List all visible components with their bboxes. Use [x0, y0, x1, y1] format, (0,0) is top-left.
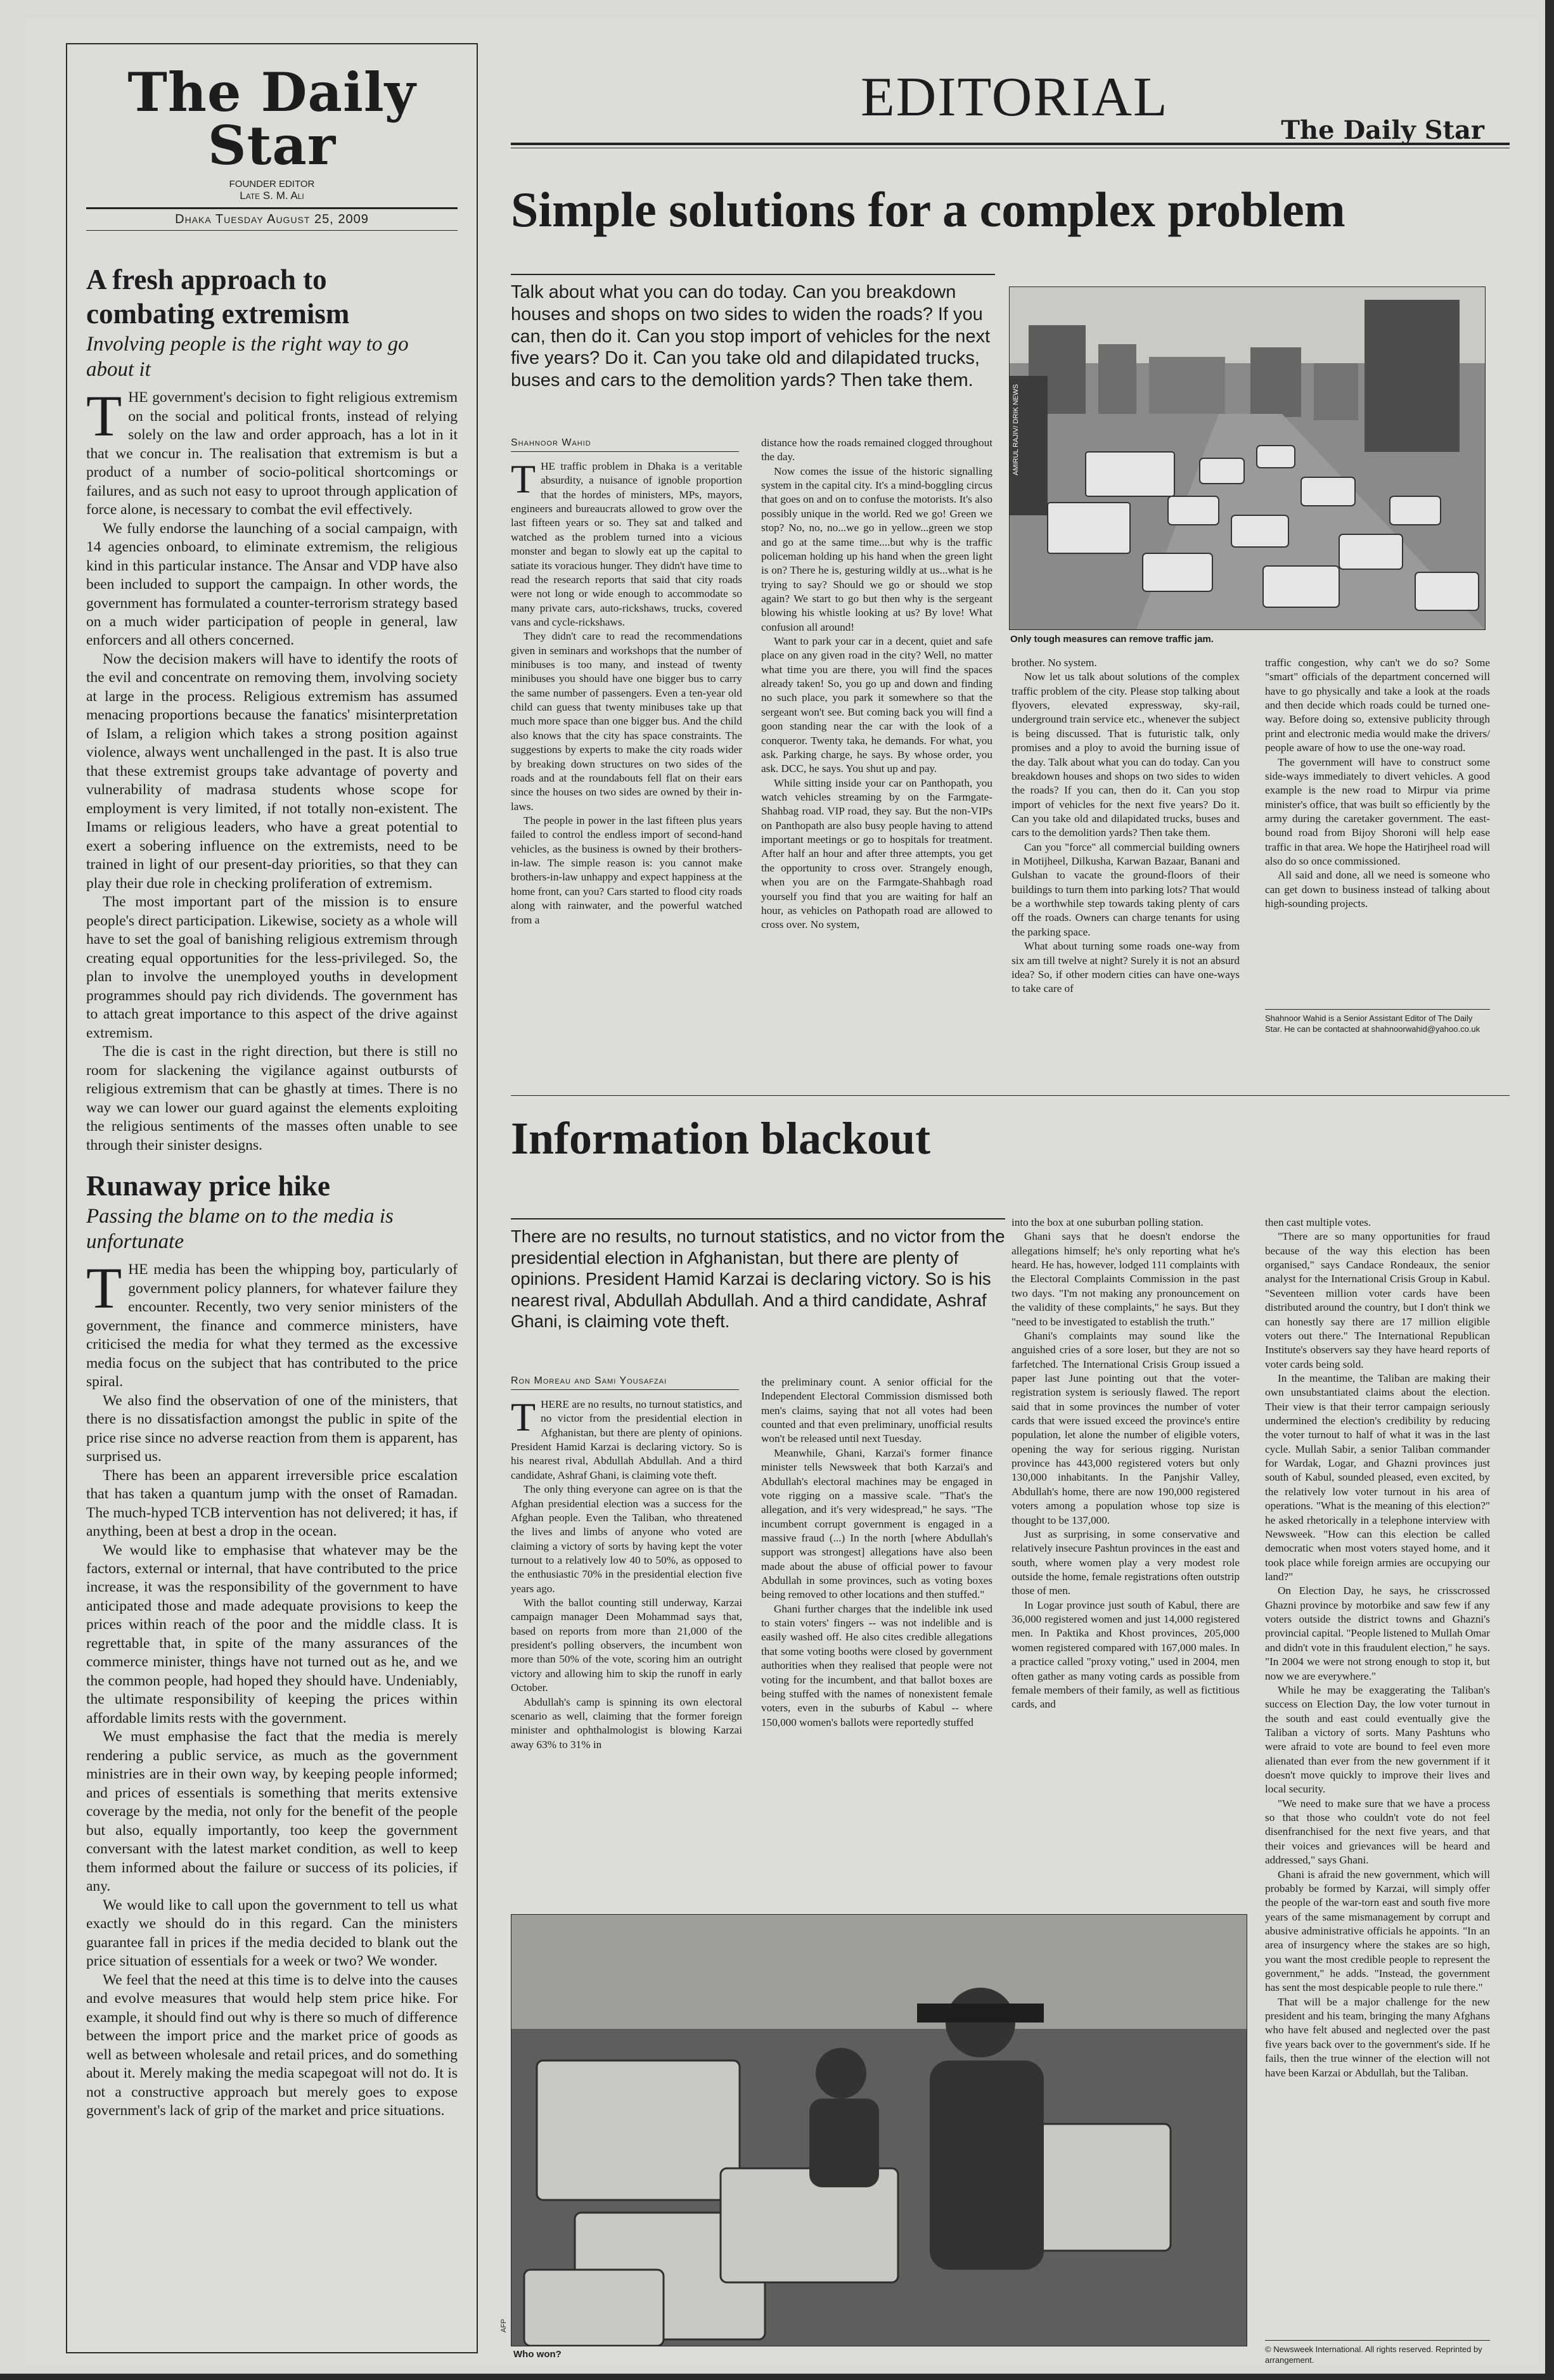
- article2-column-3: [1011, 1216, 1240, 1898]
- paragraph: THERE are no results, no turnout statistics, and no victor from the presidential election in Afghanistan, but there are plenty of opinions. President Hamid Karzai is declaring victory. So is his nearest rival, Abdullah Abdullah. And a third candidate, Ashraf Ghani, is claiming vote theft.: [511, 1398, 742, 1481]
- editorial1-headline: A fresh approach to combating extremism: [86, 264, 350, 330]
- paragraph: In the meantime, the Taliban are making their own unsubstantiated claims about the election. Their view is that their terror campaign seriously undermined the election's credibility by reducing the voter turnout to half of what it was in the last cycle. Mullah Sabir, a senior Taliban commander for Wardak, Logar, and Ghazni provinces just south of Kabul, sounded pleased, even excited, by the relatively low voter turnout in his area of operations. "What is the meaning of this election?" he asked rhetorically in a telephone interview with Newsweek. "How can this election be called democratic when most voters stayed home, and it took place while foreign armies are occupying our land?": [1265, 1372, 1490, 1583]
- paragraph: "We need to make sure that we have a process so that those who couldn't vote do not feel disenfranchised for the next five years, and that their voices and grievances will be heard and addressed," says Ghani.: [1265, 1797, 1490, 1867]
- editorial2-subhead: Passing the blame on to the media is unfortunate: [86, 1205, 394, 1253]
- article2-column-2: [761, 1375, 992, 1898]
- paragraph: THE government's decision to fight religious extremism on the social and political fronts, instead of relying solely on the law and order approach, has a lot in it that we concur in. The realisation that extremism is but a product of a number of socio-political shortcomings or failures, and as such not easy to uproot through application of force alone, is necessary to combat the evil effectively.: [86, 383, 458, 518]
- ballot-photo: [511, 1914, 1247, 2346]
- article2-headline: Information blackout: [511, 1113, 931, 1164]
- article1-intro: Talk about what you can do today. Can you breakdown houses and shops on two sides to widen the roads? If you can, then do it. Can you stop import of vehicles for the next five years? Do it. Can you take old and dilapidated trucks, buses and cars to the demolition yards? Then take them.: [511, 274, 995, 392]
- paragraph: Can you "force" all commercial building owners in Motijheel, Dilkusha, Karwan Bazaar, Banani and Gulshan to vacate the ground-floors of their buildings to turn them into parking lots? That would be a worthwhile step towards taking plenty of cars off the roads. Owners can charge tenants for using the parking space.: [1011, 840, 1240, 938]
- dateline: Dhaka Tuesday August 25, 2009: [86, 207, 458, 231]
- paragraph: then cast multiple votes.: [1265, 1216, 1371, 1228]
- paragraph: We would like to call upon the government to tell us what exactly we should do in this regard. Can the ministers guarantee fall in prices if the media decided to blank out the price situation of essentials for a week or two? We wonder.: [86, 1896, 458, 1970]
- paragraph: traffic congestion, why can't we do so? Some "smart" officials of the department concerned will have to go physically and take a look at the roads and then decide which roads could be turned one-way. Before doing so, extensive publicity through print and electronic media would make the drivers/ people aware of how to use the one-way road.: [1265, 657, 1490, 754]
- paragraph: The only thing everyone can agree on is that the Afghan presidential election was a success for the Afghan people. Even the Taliban, who threatened the lives and limbs of anyone who voted are claiming a victory of sorts by having kept the voter turnout to a relatively low 40 to 50%, as opposed to the enthusiastic 70% in the presidential election five years ago.: [511, 1483, 742, 1595]
- paragraph: The people in power in the last fifteen plus years failed to control the endless import of second-hand vehicles, as the business is owned by their brothers-in-law. The simple reason is: you cannot make brothers-in-law unhappy and expect happiness at the home front, can you? Cars started to flood city roads along with rainwater, and the powerful watched from a: [511, 814, 742, 926]
- paragraph: We also find the observation of one of the ministers, that there is no dissatisfaction amongst the public in spite of the price rise since no adverse reaction from them is apparent, has surprised us.: [86, 1392, 458, 1465]
- copyright-note: © Newsweek International. All rights reserved. Reprinted by arrangement.: [1265, 2340, 1490, 2366]
- paragraph: All said and done, all we need is someone who can get down to business instead of talking about high-sounding projects.: [1265, 869, 1490, 910]
- traffic-jam-image: [1010, 287, 1485, 629]
- paragraph: The government will have to construct some side-ways immediately to divert vehicles. A good example is the new road to Mirpur via prime minister's office, that was built so efficiently by the army during the caretaker government. The east-bound road from Bijoy Shoroni will help ease traffic in that area. We hope the Hatirjheel road will also do so once commissioned.: [1265, 756, 1490, 868]
- paragraph: What about turning some roads one-way from six am till twelve at night? Surely it is not an absurd idea? So, if other modern cities can have one-ways to take care of: [1011, 940, 1240, 995]
- left-editorial-column: [66, 43, 478, 2353]
- paragraph: On Election Day, he says, he crisscrossed Ghazni province by motorbike and saw few if any voters outside the district towns and Ghazni's provincial capital. "People listened to Mullah Omar and didn't vote in this fraudulent election," he says. "In 2004 we were not strong enough to stop it, but now we are everywhere.": [1265, 1585, 1490, 1682]
- paragraph: They didn't care to read the recommendations given in seminars and workshops that the number of minibuses is too many, and instead of twenty minibuses you should have one bigger bus to carry the same number of passengers. Even a ten-year old child can guess that twenty minibuses take up that much more space than one bigger bus. And the child also knows that the city has space constraints. The suggestions by experts to make the city roads wider by breaking down structures on two sides of the roads and at the roundabouts fell flat on their ears since the houses on two sides are owned by their in-laws.: [511, 630, 742, 813]
- article1-column-1: [511, 460, 742, 1062]
- paragraph: Now let us talk about solutions of the complex traffic problem of the city. Please stop talking about flyovers, elevated expressway, sky-rail, underground train service etc., whenever the subject is being discussed. That is futuristic talk, only promises and a ploy to avoid the burning issue of the day. Talk about what you can do today. Can you breakdown houses and shops on two sides to widen the roads? If you can, then do it. Can you stop import of vehicles for the next five years? Do it. Can you take old and dilapidated trucks, buses and cars to the demolition yards? Then take them.: [1011, 671, 1240, 839]
- article1-headline: Simple solutions for a complex problem: [511, 182, 1345, 237]
- page-edge-right: [1545, 0, 1554, 2380]
- editorial1-body: [86, 383, 458, 1155]
- paragraph: Want to park your car in a decent, quiet and safe place on any given road in the city? Well, no matter what time you are there, you will find the spaces already taken! So, you go up and down and finding no such place, you park it somewhere so that the sergeant won't see. But coming back you will find a goon standing near the car with the look of a conqueror. Twenty taka, he demands. For what, you ask. Parking charge, he says. By whose order, you ask. DCC, he says. You shut up and pay.: [761, 635, 992, 775]
- paragraph: With the ballot counting still underway, Karzai campaign manager Deen Mohammad says that, based on reports from more than 21,000 of the president's polling observers, the incumbent won more than 50% of the vote, scoring him an outright victory and allowing him to skip the runoff in early October.: [511, 1597, 742, 1694]
- paragraph: We feel that the need at this time is to delve into the causes and evolve measures that would help stem price hike. For example, it should find out why is there so much of difference between the import price and the market price of goods as well as between wholesale and retail prices, and do something about it. Merely making the media scapegoat will not do. It is not a constructive approach but merely goes to expose government's lack of grip of the market and price situations.: [86, 1971, 458, 2119]
- paragraph: Ghani's complaints may sound like the anguished cries of a sore loser, but they are not so farfetched. The International Crisis Group issued a paper last June pointing out that the voter-registration system is seriously flawed. The report said that in some provinces the number of voter cards that were issued exceed the province's entire population, let alone the number of eligible voters, opening the way for serious rigging. Nuristan province has 443,000 registered voters but only 130,000 inhabitants. In the Panjshir Valley, Abdullah's home, there are now 190,000 registered voters among a population whose top size is thought to be 137,000.: [1011, 1329, 1240, 1526]
- ballot-photo-credit: AFP: [500, 2319, 508, 2332]
- paragraph: While he may be exaggerating the Taliban's success on Election Day, the low voter turnout in the south and east could eventually give the Taliban a victory of sorts. Many Pashtuns who were afraid to vote are bound to feel even more alienated than ever from the new government if it doesn't move quickly to improve their lives and local security.: [1265, 1683, 1490, 1796]
- paragraph: into the box at one suburban polling station.: [1011, 1216, 1204, 1228]
- dropcap: T: [86, 383, 122, 449]
- article1-column-4: [1265, 656, 1490, 1001]
- dropcap: T: [86, 1256, 122, 1321]
- article2-column-4: [1265, 1216, 1490, 2331]
- paragraph: THE traffic problem in Dhaka is a veritable absurdity, a nuisance of ignoble proportion that the hordes of ministers, MPs, mayors, engineers and bureaucrats allowed to grow over the last fifteen years or so. They sat and talked and watched as the problem turned into a vicious monster and began to slowly eat up the capital to satiate its voracious hunger. They didn't have time to read the research reports that said that city roads were not long or wide enough to accommodate so many private cars, auto-rickshaws, trucks, covered vans and cycle-rickshaws.: [511, 460, 742, 628]
- paragraph: While sitting inside your car on Panthopath, you watch vehicles streaming by on the Farmgate-Shahbag road. VIP road, they say. But the non-VIPs on Panthopath are also busy people having to attend important meetings or go to hospitals for treatment. After half an hour and after three attempts, you get the opportunity to cross over. Strangely enough, when you are on the Farmgate-Shahbagh road yourself you find that you are waiting for half an hour, as vehicles on Pathopath road are allowed to cross over. No system,: [761, 776, 992, 931]
- editorial-page-main: [500, 38, 1510, 2365]
- dropcap: T: [511, 1398, 536, 1439]
- paragraph: Ghani says that he doesn't endorse the allegations himself; he's only reporting what he's heard. He has, however, lodged 111 complaints with the Electoral Complaints Commission in the past two days. "I'm not making any pronouncement on the validity of these complaints," he says. But they "need to be investigated to establish the truth.": [1011, 1230, 1240, 1328]
- section-label: EDITORIAL: [861, 67, 1169, 128]
- paragraph: Ghani is afraid the new government, which will probably be formed by Karzai, will simply offer the people of the war-torn east and south five more years of the same mismanagement by corrupt and abusive administrative officials he appoints. "In an area of insurgency where the stakes are so high, you want the most credible people to represent the government," he adds. "Instead, the government has sent the most despicable people to rule there.": [1265, 1868, 1490, 1994]
- mini-masthead: The Daily Star: [1281, 115, 1484, 145]
- page-edge-bottom: [0, 2374, 1554, 2380]
- article1-byline: Shahnoor Wahid: [511, 437, 739, 452]
- editorial2-body: [86, 1256, 458, 2120]
- paragraph: Abdullah's camp is spinning its own electoral scenario as well, claiming that the former foreign minister and ophthalmologist is blowing Karzai away 63% to 31% in: [511, 1695, 742, 1751]
- paragraph: We would like to emphasise that whatever may be the factors, external or internal, that have contributed to the price increase, it was the responsibility of the government to have anticipated those and made adequate provisions to keep the prices within reach of the poor and the middle class. It is regrettable that, in spite of the many assurances of the commerce minister, things have not turned out as he, and we the common people, had hoped they should have. Undeniably, the ultimate responsibility of keeping the prices within affordable limits rests with the government.: [86, 1541, 458, 1727]
- traffic-photo-caption: Only tough measures can remove traffic jam.: [1010, 634, 1214, 645]
- ballot-photo-caption: Who won?: [513, 2349, 562, 2360]
- traffic-photo-credit: [1011, 463, 1020, 475]
- paragraph: the preliminary count. A senior official for the Independent Electoral Commission dismissed both men's claims, saying that not all votes had been counted and that even preliminary, unofficial results won't be released until next Tuesday.: [761, 1376, 992, 1445]
- paragraph: Now the decision makers will have to identify the roots of the evil and concentrate on removing them, involving society at large in the process. Religious extremism has assumed menacing proportions because the fanatics' misinterpretation of Islam, a religion which takes a strong position against violence, always went unchallenged in the past. It is also true that these extremist groups take advantage of poverty and vulnerability of madrasa students whose scope for employment is very limited, if not totally non-existent. The Imams or religious leaders, who have a great potential to exert a sobering influence on the extremists, need to be trained in light of our present-day priorities, so that they can play their due role in checking proliferation of extremism.: [86, 650, 458, 892]
- paragraph: The die is cast in the right direction, but there is still no room for slackening the vigilance against outbursts of religious extremism that can be ghastly at times. There is no way we can lower our guard against the elements exploiting the religious sentiments of the masses often unable to see through their sinister designs.: [86, 1043, 458, 1154]
- paragraph: "There are so many opportunities for fraud because of the way this election has been organised," says Candace Rondeaux, the senior analyst for the International Crisis Group in Kabul. "Seventeen million voter cards have been distributed around the country, but I don't think we can honestly say there are 17 million eligible voters out there." The International Republican Institute's observers say they have heard reports of voter cards being sold.: [1265, 1230, 1490, 1370]
- paragraph: That will be a major challenge for the new president and his team, bringing the many Afghans who have felt abused and neglected over the past five years back over to the government's side. If he fails, then the true winner of the election will not have been Karzai or Abdullah, but the Taliban.: [1265, 1995, 1490, 2079]
- traffic-photo: [1009, 286, 1486, 630]
- masthead-title: The Daily Star: [127, 61, 416, 177]
- editorial2-headline: Runaway price hike: [86, 1170, 331, 1202]
- paragraph: distance how the roads remained clogged throughout the day.: [761, 437, 992, 463]
- article1-column-2: [761, 436, 992, 1062]
- paragraph: Meanwhile, Ghani, Karzai's former finance minister tells Newsweek that both Karzai's and Abdullah's electoral machines may be engaged in vote rigging on a massive scale. "That's the allegation, and it's very widespread," he says. "The incumbent corrupt government is engaged in a massive fraud (...) In the north [where Abdullah's support was strongest] allegations have also been made about the abuse of official power to favour Abdullah in some provinces, such as voting boxes being removed to other locations and then stuffed.": [761, 1446, 992, 1601]
- article2-column-1: [511, 1398, 742, 1898]
- editorial1-subhead: Involving people is the right way to go about it: [86, 333, 409, 381]
- paragraph: The most important part of the mission is to ensure people's direct participation. Likewise, society as a whole will have to set the goal of banishing religious extremism through creating equal opportunities for the less-privileged. So, the plan to involve the unemployed youths in development programmes should pay rich dividends. The government has to attach great importance to this aspect of the drive against extremism.: [86, 894, 458, 1041]
- paragraph: There has been an apparent irreversible price escalation that has taken a quantum jump with the onset of Ramadan. The much-hyped TCB intervention has not delivered; it has, if anything, been at best a drop in the ocean.: [86, 1467, 458, 1540]
- paragraph: We fully endorse the launching of a social campaign, with 14 agencies onboard, to eliminate extremism, the religious kind in this particular instance. The Ansar and VDP have also been included to support the campaign. In other words, the government has formulated a counter-terrorism strategy based on a much wider participation of people in general, law enforcers and all others concerned.: [86, 520, 458, 649]
- article1-column-3: [1011, 656, 1240, 1062]
- paragraph: In Logar province just south of Kabul, there are 36,000 registered women and just 14,000 registered men. In Paktika and Khost provinces, 205,000 women registered compared with 167,000 males. In a practice called "proxy voting," used in 2004, men often gather as many voting cards as possible from female members of their family, as well as fictitious cards, and: [1011, 1598, 1240, 1711]
- paragraph: Now comes the issue of the historic signalling system in the capital city. It's a mind-boggling circus that goes on and on to confuse the motorists. It's also possibly unique in the world. Red we go! Green we stop? No, no, no...we go in yellow...green we stop and go at the same time....but why is the traffic policeman holding up his hand when the green light is on? There he is, gesturing wildly at us...what is he trying to say? Should we go or should we stop again? We start to go but then why is the sergeant blowing his whistle looking at us? By love! What confusion all around!: [761, 465, 992, 633]
- dropcap: T: [511, 460, 536, 501]
- paragraph: THE media has been the whipping boy, particularly of government policy planners, for whatever failure they encounter. Recently, two very senior ministers of the government, the finance and commerce ministers, have criticised the media for what they termed as the excessive media focus on the subject that has contributed to the price spiral.: [86, 1256, 458, 1391]
- paragraph: We must emphasise the fact that the media is merely rendering a public service, as much as the government ministries are in their own way, by keeping people informed; and prices of essentials is something that merits extensive coverage by the media, not only for the benefit of the people but also, equally importantly, too keep the government conversant with the latest market condition, as well to keep them informed about the failure or success of its policies, if any.: [86, 1728, 458, 1895]
- founder-label: FOUNDER EDITOR: [229, 179, 315, 190]
- article2-byline: Ron Moreau and Sami Yousafzai: [511, 1375, 739, 1390]
- article2-intro: There are no results, no turnout statistics, and no victor from the presidential election in Afghanistan, but there are plenty of opinions. President Hamid Karzai is declaring victory. So is his nearest rival, Abdullah Abdullah. And a third candidate, Ashraf Ghani, is claiming vote theft.: [511, 1218, 1005, 1332]
- paragraph: Just as surprising, in some conservative and relatively insecure Pashtun provinces in the east and south, where women play a very modest role outside the home, female registrations often outstrip those of men.: [1011, 1528, 1240, 1597]
- founder-name: Late S. M. Ali: [240, 190, 304, 202]
- author-note: Shahnoor Wahid is a Senior Assistant Editor of The Daily Star. He can be contacted at shahnoorwahid@yahoo.co.uk: [1265, 1009, 1490, 1035]
- article-divider: [511, 1095, 1510, 1096]
- paragraph: brother. No system.: [1011, 657, 1097, 669]
- ballot-boxes-image: [511, 1915, 1247, 2346]
- paragraph: Ghani further charges that the indelible ink used to stain voters' fingers -- was not indelible and is easily washed off. He also cites credible allegations that some voting booths were closed by government authorities when they realised that people were not voting for the incumbent, and that ballot boxes are being stuffed with the names of nonexistent female voters, even in the suburbs of Kabul -- where 150,000 women's ballots were reportedly stuffed: [761, 1602, 992, 1728]
